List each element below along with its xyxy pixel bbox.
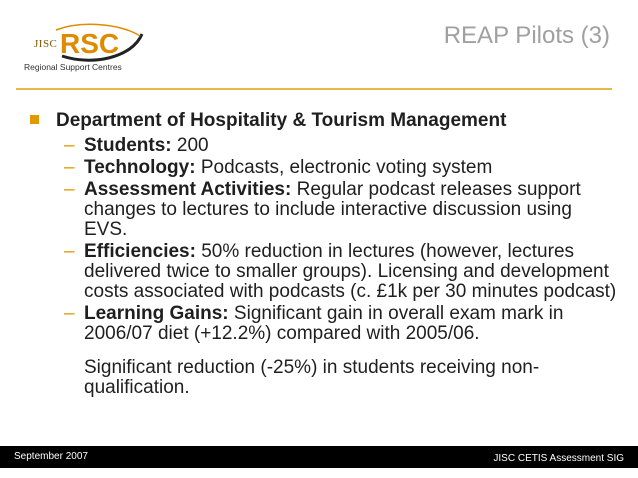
sub-bullet-students [30, 136, 620, 156]
footer-organization: JISC CETIS Assessment SIG [493, 453, 624, 464]
slide-title: REAP Pilots (3) [443, 22, 610, 49]
paragraph-gap [84, 344, 620, 358]
dash-bullet-icon: – [64, 241, 75, 262]
logo-subtitle: Regional Support Centres [24, 62, 122, 72]
rsc-logo [22, 22, 152, 78]
sub-bullet-label: Assessment Activities: [84, 179, 292, 200]
footer-bar [0, 446, 638, 468]
extra-paragraph: Significant reduction (-25%) in students receiving non-qualification. [84, 357, 540, 398]
sub-bullet-list [30, 136, 620, 398]
sub-bullet-technology [30, 158, 620, 178]
sub-bullet-label: Learning Gains: [84, 303, 229, 324]
logo-rsc-text: RSC [60, 28, 120, 59]
sub-bullet-efficiencies [30, 242, 620, 302]
square-bullet-icon [30, 115, 39, 124]
logo-jisc-text: JISC [34, 38, 58, 50]
dash-bullet-icon: – [64, 303, 75, 324]
dash-bullet-icon: – [64, 179, 75, 200]
footer-date: September 2007 [14, 451, 88, 462]
main-bullet [30, 110, 620, 132]
sub-bullet-label: Efficiencies: [84, 241, 196, 262]
main-bullet-text: Department of Hospitality & Tourism Management [56, 110, 507, 131]
sub-bullet-assessment [30, 180, 620, 240]
sub-bullet-label: Students: [84, 135, 172, 156]
dash-bullet-icon: – [64, 157, 75, 178]
sub-bullet-learning-gains [30, 304, 620, 398]
slide-content [30, 110, 620, 400]
sub-bullet-label: Technology: [84, 157, 196, 178]
dash-bullet-icon: – [64, 135, 75, 156]
title-divider [16, 88, 612, 90]
sub-bullet-text: 50% reduction in lectures (however, lectures delivered twice to smaller groups). Licensing and development costs associated with podcasts (c. £1k per 30 minutes podcast) [84, 241, 617, 302]
sub-bullet-text: Regular podcast releases support changes to lectures to include interactive discussion using EVS. [84, 179, 581, 240]
sub-bullet-text: 200 [171, 135, 209, 156]
sub-bullet-text: Significant gain in overall exam mark in 2006/07 diet (+12.2%) compared with 2005/06. [84, 303, 564, 344]
sub-bullet-text: Podcasts, electronic voting system [195, 157, 493, 178]
